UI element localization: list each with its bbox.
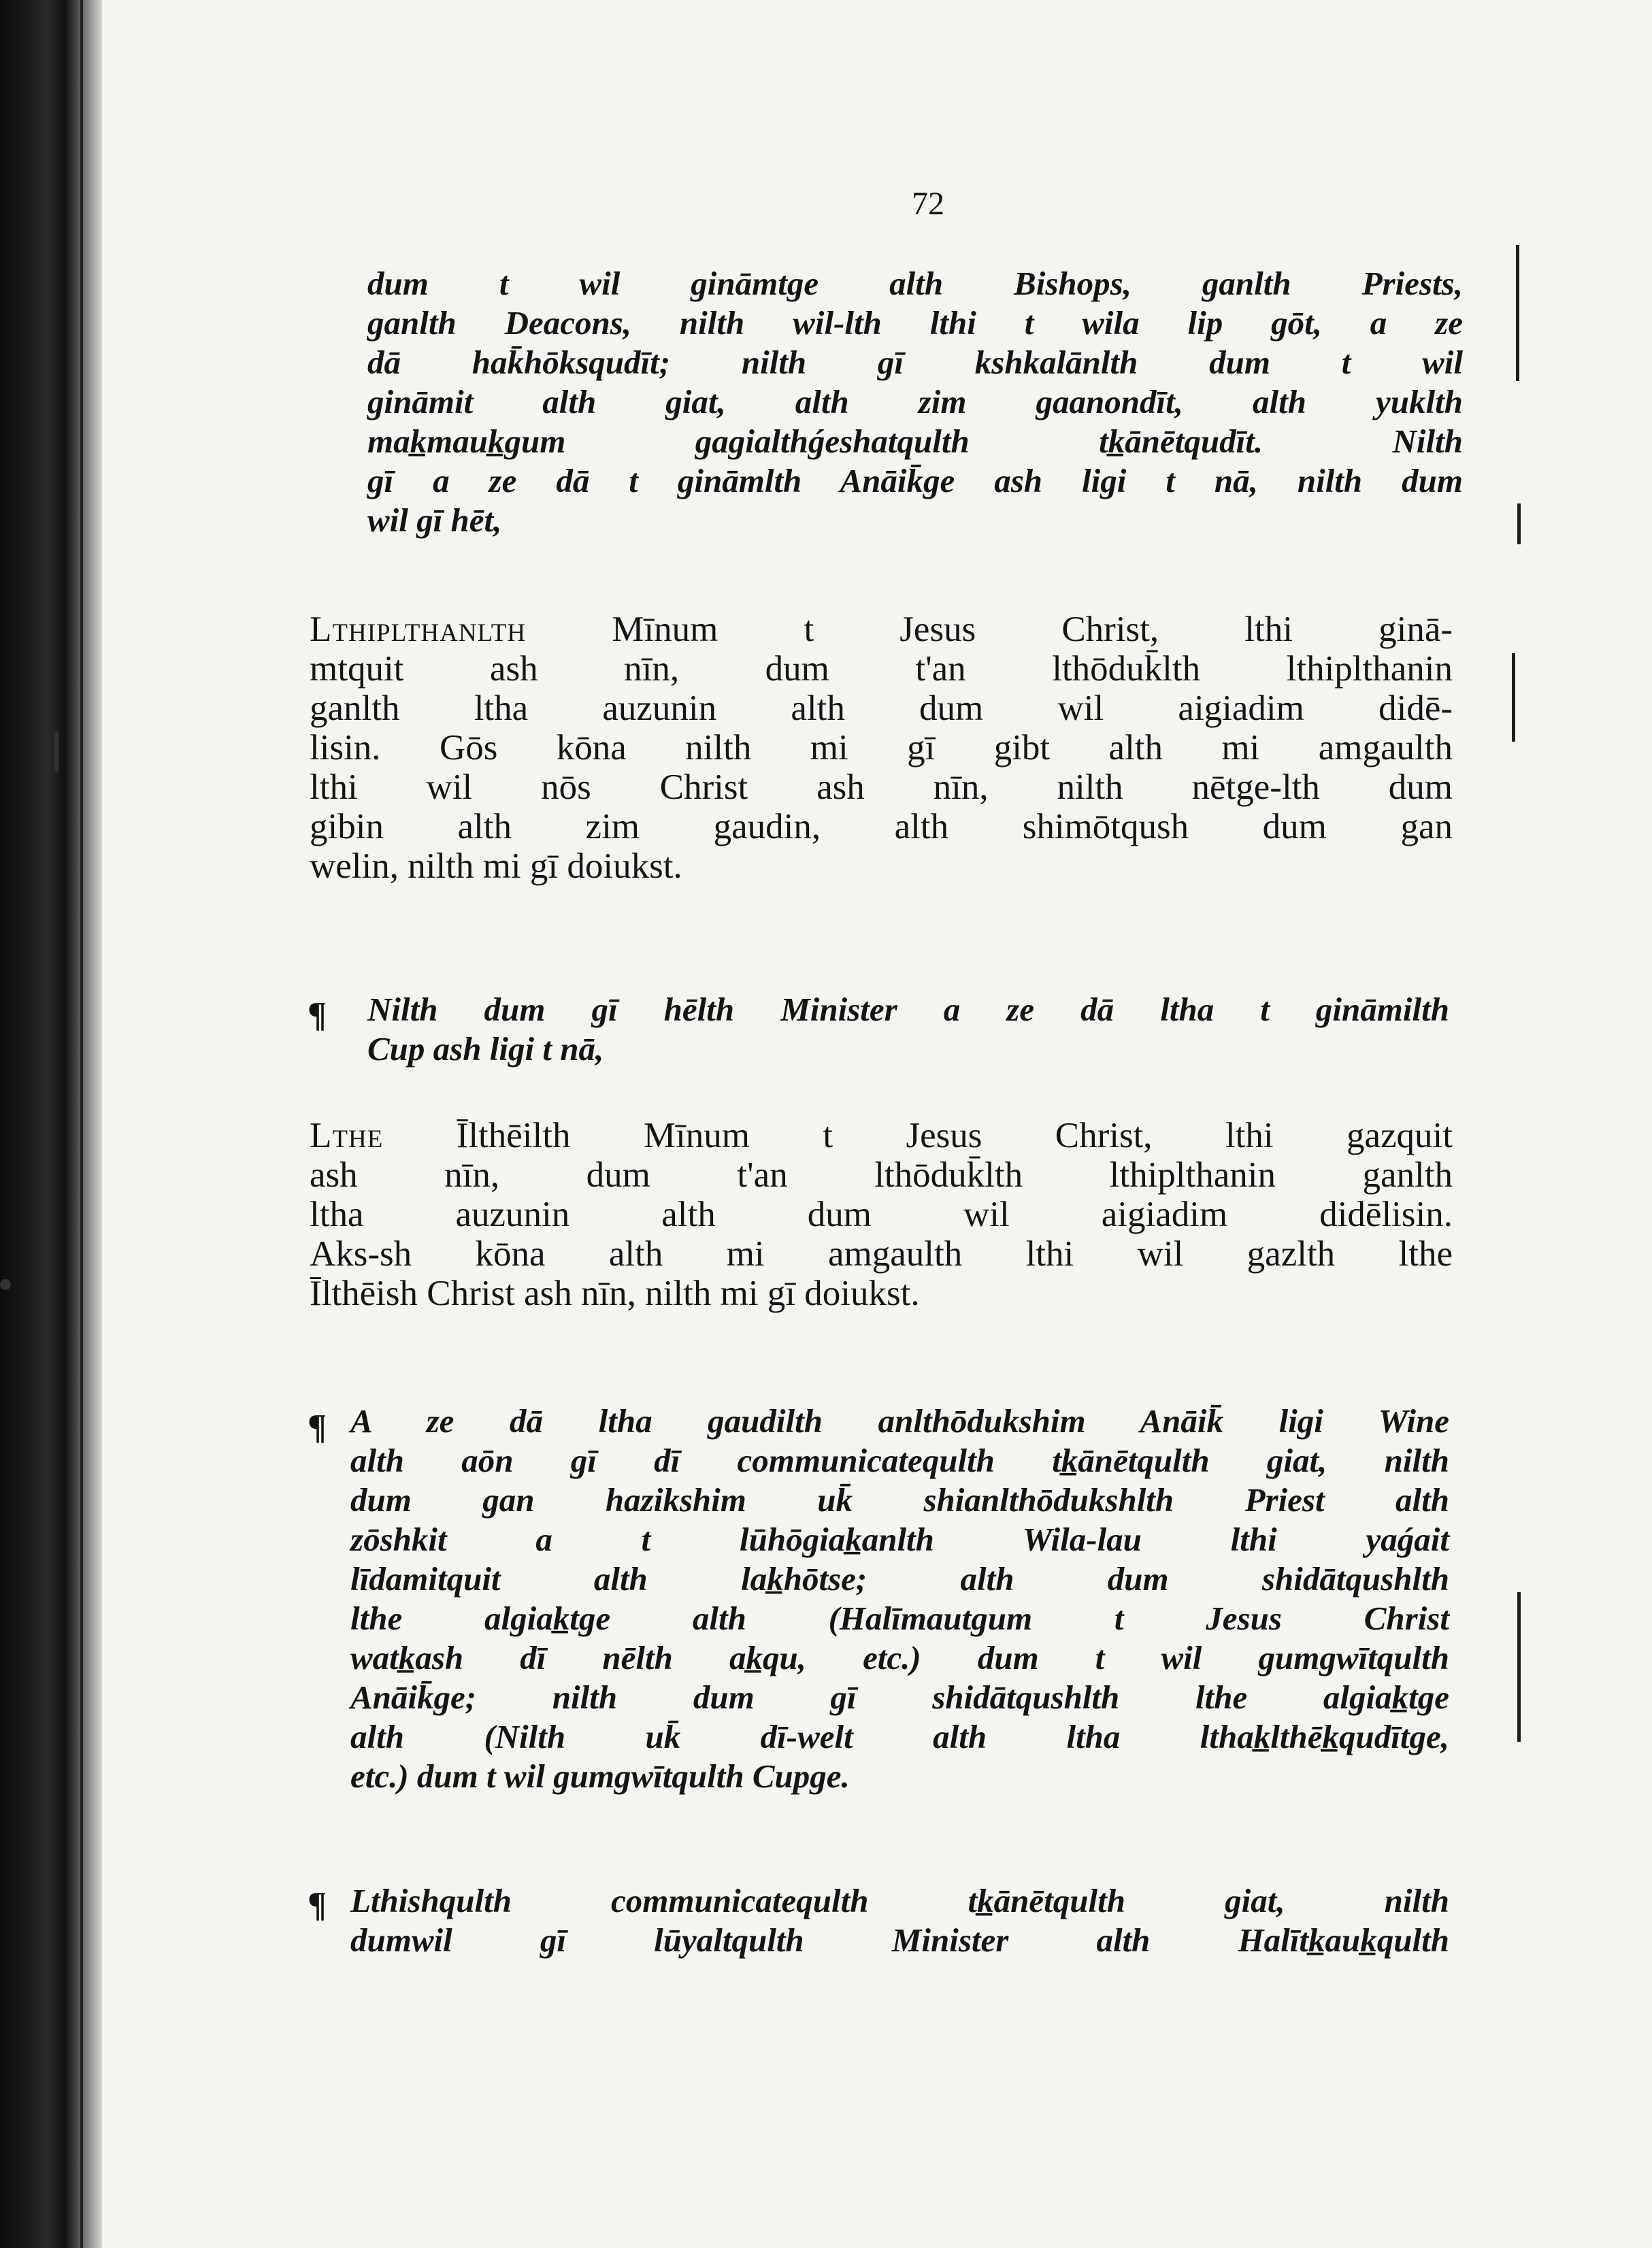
text-line: Nilth dum gī hēlth Minister a ze dā ltha t gināmilth	[367, 991, 1449, 1028]
text-line: ltha auzunin alth dum wil aigiadim didēlisin.	[310, 1195, 1453, 1234]
pilcrow-mark: ¶	[308, 1885, 327, 1924]
text-line: gināmit alth giat, alth zim gaanondīt, alth yuklth	[367, 383, 1463, 420]
text-line: dā hak̄hōksqudīt; nilth gī kshkalānlth dum t wil	[367, 344, 1463, 381]
scan-speck	[0, 1279, 11, 1290]
book-binding-gutter	[0, 0, 102, 2248]
text-line: ash nīn, dum t'an lthōduk̄lth lthiplthanin ganlth	[310, 1155, 1453, 1195]
prayer-paragraph-bread	[310, 610, 1453, 886]
text-line: wil gī hēt,	[367, 501, 502, 539]
text-line: lthi wil nōs Christ ash nīn, nilth nētge-lth dum	[310, 767, 1453, 807]
text-line: etc.) dum t wil gumgwītqulth Cupge.	[350, 1757, 850, 1795]
text-line: alth (Nilth uk̄ dī-welt alth ltha lthak̲lthēk̲qudītge,	[350, 1718, 1449, 1755]
scan-edge-mark	[1517, 1592, 1521, 1742]
text-line: Lthiplthanlth Mīnum t Jesus Christ, lthi ginā-	[310, 610, 1453, 649]
rubric-wine	[350, 1402, 1449, 1796]
scan-edge-mark	[1512, 653, 1515, 742]
pilcrow-mark: ¶	[308, 995, 327, 1034]
text-line: Aks-sh kōna alth mi amgaulth lthi wil gazlth lthe	[310, 1234, 1453, 1274]
text-line: mtquit ash nīn, dum t'an lthōduk̄lth lthiplthanin	[310, 649, 1453, 689]
book-page	[102, 0, 1652, 2248]
rubric-paragraph-intro	[367, 264, 1463, 540]
scan-edge-mark	[1516, 245, 1519, 381]
rubric-cup	[367, 990, 1449, 1069]
text-line: welin, nilth mi gī doiukst.	[310, 846, 682, 886]
text-line: Anāik̄ge; nilth dum gī shidātqushlth lthe algiak̲tge	[350, 1679, 1449, 1716]
text-line: alth aōn gī dī communicatequlth tk̲ānētqulth giat, nilth	[350, 1442, 1449, 1479]
text-line: ganlth Deacons, nilth wil-lth lthi t wila lip gōt, a ze	[367, 304, 1463, 342]
page-number: 72	[912, 186, 944, 222]
text-line: Īlthēish Christ ash nīn, nilth mi gī doiukst.	[310, 1274, 920, 1313]
text-line: dum t wil gināmtge alth Bishops, ganlth Priests,	[367, 265, 1463, 302]
text-line: dum gan hazikshim uk̄ shianlthōdukshlth Priest alth	[350, 1481, 1449, 1519]
text-line: lthe algiak̲tge alth (Halīmautgum t Jesus Christ	[350, 1600, 1449, 1637]
text-line: līdamitquit alth lak̲hōtse; alth dum shidātqushlth	[350, 1560, 1449, 1598]
text-line: dumwil gī lūyaltqulth Minister alth Halītk̲auk̲qulth	[350, 1921, 1449, 1959]
lead-word: Lthe	[310, 1116, 384, 1155]
rubric-communicate	[350, 1881, 1449, 1960]
text-line: ganlth ltha auzunin alth dum wil aigiadim didē-	[310, 689, 1453, 728]
text-line: zōshkit a t lūhōgiak̲anlth Wila-lau lthi yaǵait	[350, 1521, 1449, 1558]
text-line: A ze dā ltha gaudilth anlthōdukshim Anāik̄ ligi Wine	[350, 1402, 1449, 1440]
lead-word: Lthiplthanlth	[310, 610, 527, 649]
scan-edge-mark	[1517, 503, 1521, 544]
text-line: watk̲ash dī nēlth ak̲qu, etc.) dum t wil gumgwītqulth	[350, 1639, 1449, 1676]
text-line: Lthe Īlthēilth Mīnum t Jesus Christ, lthi gazquit	[310, 1116, 1453, 1155]
pilcrow-mark: ¶	[308, 1408, 327, 1447]
prayer-paragraph-cup	[310, 1116, 1453, 1313]
binding-edge-line	[80, 0, 83, 2248]
text-line: gibin alth zim gaudin, alth shimōtqush dum gan	[310, 807, 1453, 846]
text-line: lisin. Gōs kōna nilth mi gī gibt alth mi amgaulth	[310, 728, 1453, 767]
text-line: Lthishqulth communicatequlth tk̲ānētqulth giat, nilth	[350, 1882, 1449, 1919]
scan-speck	[54, 731, 59, 772]
text-line: mak̲mauk̲gum gagialthǵeshatqulth tk̲ānētqudīt. Nilth	[367, 423, 1463, 460]
text-line: Cup ash ligi t nā,	[367, 1030, 604, 1068]
text-line: gī a ze dā t gināmlth Anāik̄ge ash ligi t nā, nilth dum	[367, 462, 1463, 499]
